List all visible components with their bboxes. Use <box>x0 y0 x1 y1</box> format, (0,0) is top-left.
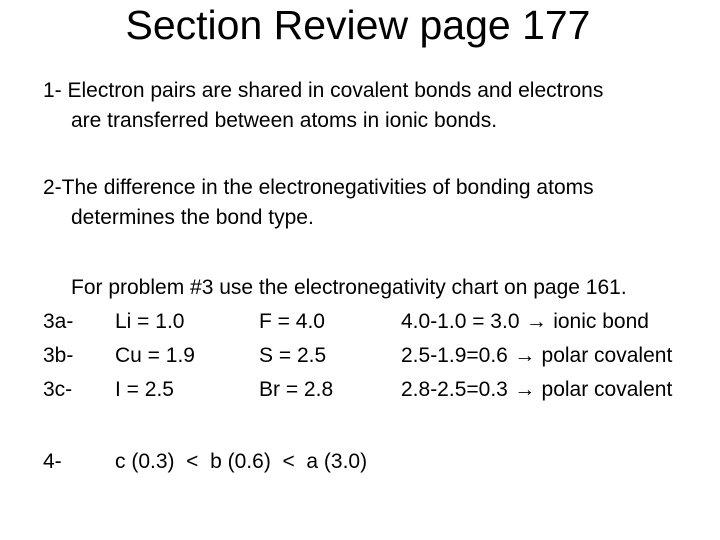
element-2-value: Br = 2.8 <box>259 378 334 401</box>
row-3c <box>43 373 720 407</box>
bond-type: ionic bond <box>553 310 649 333</box>
element-2-value: F = 4.0 <box>259 310 325 333</box>
arrow-right-icon: → <box>514 344 536 367</box>
answer-4 <box>43 445 720 479</box>
row-label: 3b- <box>43 344 74 367</box>
difference-calc: 4.0-1.0 = 3.0 <box>401 310 520 333</box>
ordering-text: c (0.3) < b (0.6) < a (3.0) <box>115 450 368 473</box>
arrow-right-icon: → <box>514 378 536 401</box>
arrow-right-icon: → <box>525 310 547 333</box>
answer-1 <box>43 76 603 136</box>
row-3a <box>43 305 720 339</box>
element-1-value: Li = 1.0 <box>115 310 185 333</box>
answer-2-line-1: 2-The difference in the electronegativities of bonding atoms <box>43 176 594 199</box>
row-3b <box>43 339 720 373</box>
element-1-value: Cu = 1.9 <box>115 344 195 367</box>
difference-calc: 2.8-2.5=0.3 <box>401 378 508 401</box>
problem-3-intro: For problem #3 use the electronegativity chart on page 161. <box>71 276 627 299</box>
bond-type: polar covalent <box>541 344 673 367</box>
slide-title: Section Review page 177 <box>125 2 591 48</box>
element-2-value: S = 2.5 <box>259 344 327 367</box>
difference-calc: 2.5-1.9=0.6 <box>401 344 508 367</box>
element-1-value: I = 2.5 <box>115 378 174 401</box>
row-label: 3a- <box>43 310 74 333</box>
row-label: 4- <box>43 450 62 473</box>
bond-type: polar covalent <box>541 378 673 401</box>
difference-result <box>401 305 649 339</box>
difference-result <box>401 373 672 407</box>
row-label: 3c- <box>43 378 73 401</box>
answer-2 <box>43 173 594 233</box>
answer-1-line-2: are transferred between atoms in ionic bonds. <box>71 109 498 132</box>
difference-result <box>401 339 672 373</box>
answer-2-line-2: determines the bond type. <box>71 206 314 229</box>
answer-1-line-1: 1- Electron pairs are shared in covalent bonds and electrons <box>43 79 604 102</box>
